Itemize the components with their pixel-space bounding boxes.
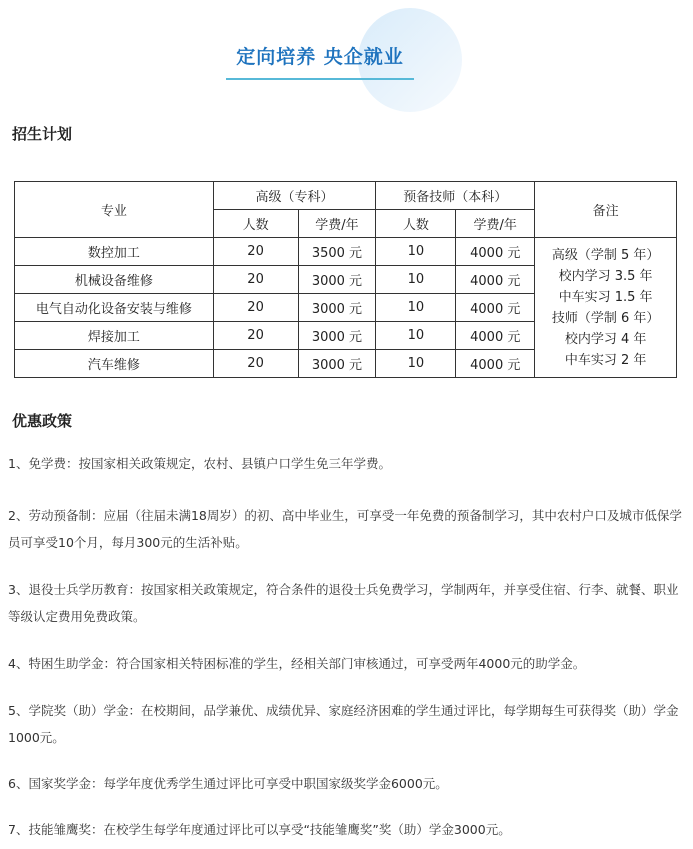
header-major: 专业	[15, 182, 214, 238]
policy-item: 6、国家奖学金：每学年度优秀学生通过评比可享受中职国家级奖学金6000元。	[8, 776, 448, 791]
senior-count-cell: 20	[213, 238, 298, 266]
note-line: 高级（学制 5 年）	[551, 247, 660, 263]
technician-count-cell: 10	[376, 350, 456, 378]
major-cell: 焊接加工	[15, 322, 214, 350]
note-cell	[535, 238, 677, 378]
header-note: 备注	[535, 182, 677, 238]
technician-fee-cell: 4000 元	[456, 238, 535, 266]
senior-fee-cell: 3000 元	[298, 350, 376, 378]
technician-count-cell: 10	[376, 266, 456, 294]
policy-item: 3、退役士兵学历教育：按国家相关政策规定，符合条件的退役士兵免费学习，学制两年，并享受住宿、行李、就餐、职业等级认定费用免费政策。	[8, 582, 679, 624]
table-row	[15, 238, 677, 266]
major-cell: 机械设备维修	[15, 266, 214, 294]
technician-fee-cell: 4000 元	[456, 322, 535, 350]
header-senior-fee: 学费/年	[298, 210, 376, 238]
note-line: 中车实习 1.5 年	[558, 289, 653, 305]
technician-fee-cell: 4000 元	[456, 350, 535, 378]
enrollment-plan-heading: 招生计划	[12, 125, 73, 143]
technician-fee-cell: 4000 元	[456, 266, 535, 294]
major-cell: 数控加工	[15, 238, 214, 266]
technician-count-cell: 10	[376, 322, 456, 350]
policy-item: 5、学院奖（助）学金：在校期间，品学兼优、成绩优异、家庭经济困难的学生通过评比，每学期每生可获得奖（助）学金1000元。	[8, 703, 679, 745]
note-line: 校内学习 3.5 年	[558, 268, 653, 284]
banner-underline	[226, 78, 414, 80]
header-technician-count: 人数	[376, 210, 456, 238]
technician-count-cell: 10	[376, 238, 456, 266]
senior-count-cell: 20	[213, 350, 298, 378]
major-cell: 汽车维修	[15, 350, 214, 378]
senior-fee-cell: 3500 元	[298, 238, 376, 266]
senior-fee-cell: 3000 元	[298, 266, 376, 294]
banner	[0, 0, 693, 110]
header-senior-count: 人数	[213, 210, 298, 238]
senior-fee-cell: 3000 元	[298, 294, 376, 322]
enrollment-plan-table	[14, 181, 677, 378]
policy-item: 7、技能雏鹰奖：在校学生每学年度通过评比可以享受“技能雏鹰奖”奖（助）学金3000元。	[8, 822, 511, 837]
senior-count-cell: 20	[213, 294, 298, 322]
table-header-row	[15, 182, 677, 210]
major-cell: 电气自动化设备安装与维修	[15, 294, 214, 322]
senior-count-cell: 20	[213, 322, 298, 350]
policy-item: 1、免学费：按国家相关政策规定，农村、县镇户口学生免三年学费。	[8, 456, 391, 471]
technician-count-cell: 10	[376, 294, 456, 322]
note-line: 技师（学制 6 年）	[551, 310, 660, 326]
policy-item: 4、特困生助学金：符合国家相关特困标准的学生，经相关部门审核通过，可享受两年4000元的助学金。	[8, 656, 586, 671]
header-technician-fee: 学费/年	[456, 210, 535, 238]
policy-heading: 优惠政策	[12, 412, 73, 430]
banner-title: 定向培养 央企就业	[236, 46, 404, 68]
senior-fee-cell: 3000 元	[298, 322, 376, 350]
note-line: 校内学习 4 年	[564, 331, 647, 347]
senior-count-cell: 20	[213, 266, 298, 294]
note-line: 中车实习 2 年	[564, 352, 647, 368]
header-senior: 高级（专科）	[213, 182, 376, 210]
header-technician: 预备技师（本科）	[376, 182, 535, 210]
technician-fee-cell: 4000 元	[456, 294, 535, 322]
policy-item: 2、劳动预备制：应届（往届未满18周岁）的初、高中毕业生，可享受一年免费的预备制学习，其中农村户口及城市低保学员可享受10个月，每月300元的生活补贴。	[8, 508, 682, 550]
